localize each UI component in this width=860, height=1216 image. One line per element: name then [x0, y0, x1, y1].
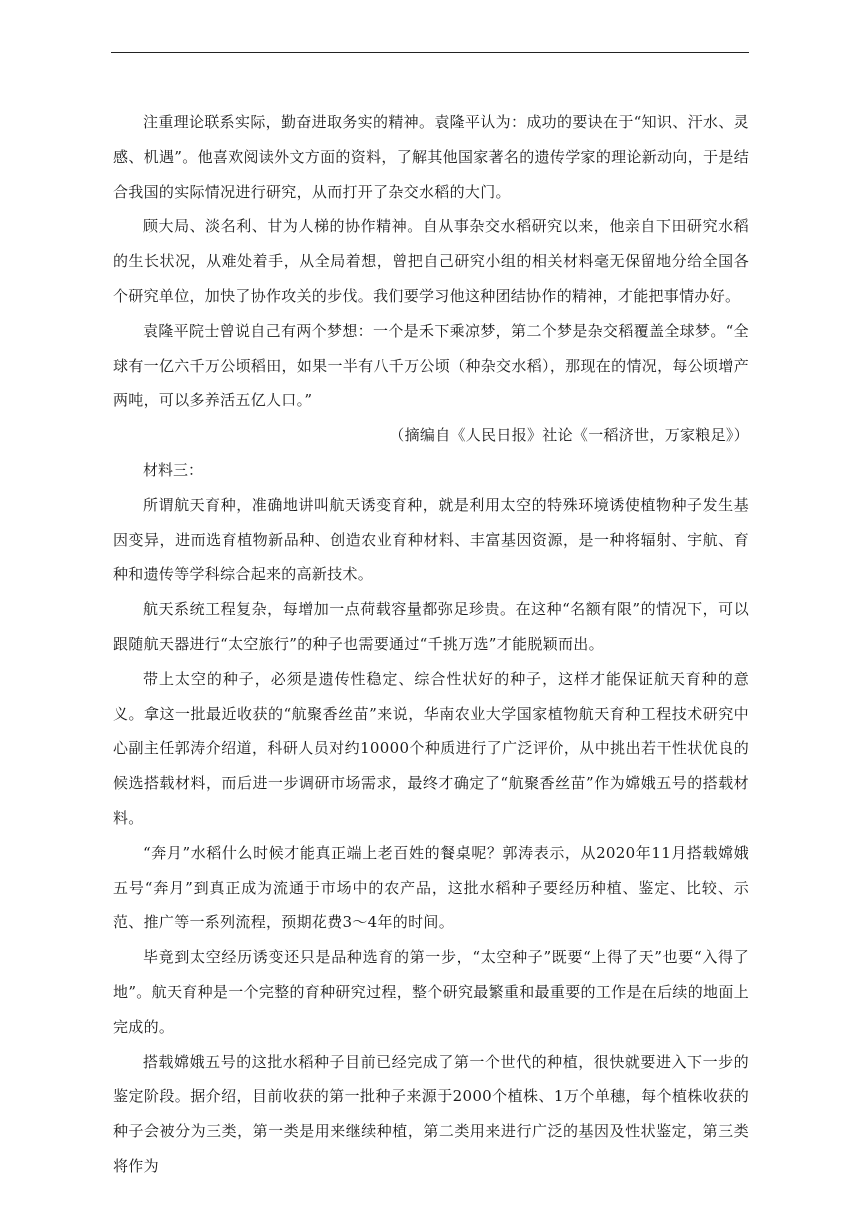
material-heading: 材料三：: [143, 460, 204, 479]
paragraph: 袁隆平院士曾说自己有两个梦想：一个是禾下乘凉梦，第二个梦是杂交稻覆盖全球梦。“全球有一亿六千万公顷稻田，如果一半有八千万公顷（种杂交水稻），那现在的情况，每公顷增产两吨，可以多养活五亿人口。”: [113, 321, 749, 410]
paragraph: 航天系统工程复杂，每增加一点荷载容量都弥足珍贵。在这种“名额有限”的情况下，可以跟随航天器进行“太空旅行”的种子也需要通过“千挑万选”才能脱颖而出。: [113, 600, 749, 653]
paragraph: 顾大局、淡名利、甘为人梯的协作精神。自从事杂交水稻研究以来，他亲自下田研究水稻的生长状况，从难处着手，从全局着想，曾把自己研究小组的相关材料毫无保留地分给全国各个研究单位，加快了协作攻关的步伐。我们要学习他这种团结协作的精神，才能把事情办好。: [113, 217, 749, 305]
paragraph: 注重理论联系实际，勤奋进取务实的精神。袁隆平认为：成功的要诀在于“知识、汗水、灵感、机遇”。他喜欢阅读外文方面的资料，了解其他国家著名的遗传学家的理论新动向，于是结合我国的实际情况进行研究，从而打开了杂交水稻的大门。: [113, 113, 749, 201]
paragraph: 搭载嫦娥五号的这批水稻种子目前已经完成了第一个世代的种植，很快就要进入下一步的鉴定阶段。据介绍，目前收获的第一批种子来源于2000个植株、1万个单穗，每个植株收获的种子会被分为三类，第一类是用来继续种植，第二类用来进行广泛的基因及性状鉴定，第三类将作为: [113, 1052, 749, 1175]
source-citation: （摘编自《人民日报》社论《一稻济世，万家粮足》）: [389, 426, 749, 445]
article-body: [113, 105, 749, 1184]
paragraph: 毕竟到太空经历诱变还只是品种选育的第一步，“太空种子”既要“上得了天”也要“入得了地”。航天育种是一个完整的育种研究过程，整个研究最繁重和最重要的工作是在后续的地面上完成的。: [113, 948, 749, 1036]
paragraph: 带上太空的种子，必须是遗传性稳定、综合性状好的种子，这样才能保证航天育种的意义。拿这一批最近收获的“航聚香丝苗”来说，华南农业大学国家植物航天育种工程技术研究中心副主任郭涛介绍道，科研人员对约10000个种质进行了广泛评价，从中挑出若干性状优良的候选搭载材料，而后进一步调研市场需求，最终才确定了“航聚香丝苗”作为嫦娥五号的搭载材料。: [113, 669, 749, 827]
header-rule: [111, 52, 749, 53]
paragraph: 所谓航天育种，准确地讲叫航天诱变育种，就是利用太空的特殊环境诱使植物种子发生基因变异，进而选育植物新品种、创造农业育种材料、丰富基因资源，是一种将辐射、宇航、育种和遗传等学科综合起来的高新技术。: [113, 495, 749, 584]
paragraph: “奔月”水稻什么时候才能真正端上老百姓的餐桌呢？郭涛表示，从2020年11月搭载嫦娥五号“奔月”到真正成为流通于市场中的农产品，这批水稻种子要经历种植、鉴定、比较、示范、推广等一系列流程，预期花费3～4年的时间。: [113, 843, 749, 932]
